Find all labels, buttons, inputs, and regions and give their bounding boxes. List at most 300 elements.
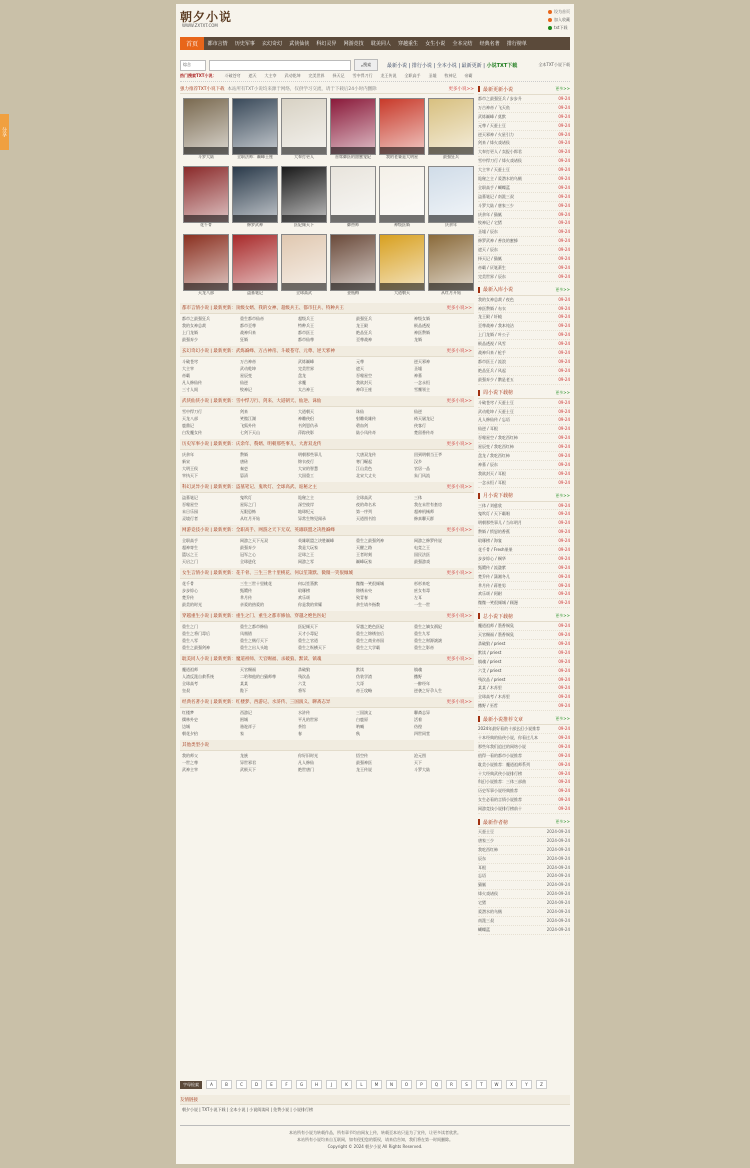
book-title[interactable]: 大奉打更人 — [294, 155, 314, 159]
list-item[interactable]: 明朝那些事儿 — [298, 452, 322, 457]
rank-item-title[interactable]: 唐家三少 — [478, 837, 494, 843]
list-item[interactable]: 最强弃少 — [240, 545, 256, 550]
alpha-key[interactable]: A — [206, 1080, 217, 1089]
hot-keyword[interactable]: 择天记 — [332, 73, 345, 78]
list-item[interactable]: 一生一世 — [414, 602, 430, 607]
list-item[interactable]: 夜的命名术 — [356, 502, 376, 507]
list-item[interactable]: 北宋大丈夫 — [356, 473, 376, 478]
list-item[interactable]: 求魔 — [298, 380, 306, 385]
list-item[interactable]: 重生之最强剑神 — [182, 645, 210, 650]
list-item[interactable]: 亲爱的热爱的 — [240, 602, 264, 607]
rank-row[interactable] — [478, 340, 570, 349]
rank-row[interactable] — [478, 113, 570, 122]
list-item[interactable]: 绝世唐门 — [298, 767, 314, 772]
nav-item[interactable]: 全本完结 — [452, 41, 473, 47]
rank-row[interactable] — [478, 416, 570, 425]
list-item[interactable]: 重生之锦绣皇后 — [356, 631, 384, 636]
list-item[interactable]: 足球之王 — [298, 552, 314, 557]
list-item[interactable]: 盘龙 — [298, 373, 306, 378]
list-item[interactable]: 大唐双龙传 — [356, 452, 376, 457]
list-item[interactable]: 龙王殿 — [356, 323, 368, 328]
rank-row[interactable] — [478, 837, 570, 846]
rank-row[interactable] — [478, 367, 570, 376]
list-item[interactable]: 呐喊 — [356, 724, 364, 729]
list-item[interactable]: 重生之贼行天下 — [240, 638, 268, 643]
rank-item-title[interactable]: 微微一笑很倾城 / 顾漫 — [478, 600, 518, 606]
list-item[interactable]: 三生三世十里桃花 — [240, 581, 272, 586]
rank-item-title[interactable]: 仙逆 / 耳根 — [478, 426, 498, 432]
section-title[interactable]: 武侠仙侠小说 | 最新更新：雪中悍刀行、剑来、大道朝天、仙逆、诛仙 — [182, 399, 322, 404]
list-item[interactable]: 倚天屠龙记 — [414, 416, 434, 421]
list-item[interactable]: 平凡的世界 — [298, 717, 318, 722]
list-item[interactable]: 天龙八部 — [182, 416, 198, 421]
list-item[interactable]: 芈月传 — [240, 595, 252, 600]
rank-item-title[interactable]: 神墓 / 辰东 — [478, 461, 498, 467]
list-item[interactable]: 重生之官道 — [298, 638, 318, 643]
rank-item-title[interactable]: 择天记 / 猫腻 — [478, 256, 502, 262]
list-item[interactable]: 完美世界 — [298, 366, 314, 371]
rank-item-title[interactable]: 凡人修仙传 / 忘语 — [478, 417, 510, 423]
book-title[interactable]: 全职法师：巅峰王座 — [237, 155, 273, 159]
rank-row[interactable] — [478, 519, 570, 528]
list-item[interactable]: 从红月开始 — [240, 516, 260, 521]
alpha-key[interactable]: E — [266, 1080, 277, 1089]
list-item[interactable]: 超神寄生 — [182, 545, 198, 550]
rank-item-title[interactable]: 芈月传 / 蒋胜男 — [478, 582, 506, 588]
list-item[interactable]: 龙王传说 — [356, 767, 372, 772]
list-item[interactable]: 超级兵王 — [298, 316, 314, 321]
more-link[interactable]: 更多小说>> — [446, 349, 472, 354]
book-card[interactable] — [281, 166, 327, 231]
more-link[interactable]: 更多小说>> — [446, 528, 472, 533]
book-title[interactable]: 全球高武 — [296, 291, 312, 295]
search-quick-link[interactable]: 最新小说 — [387, 62, 408, 69]
rank-row[interactable] — [478, 828, 570, 837]
list-item[interactable]: 帝霸 — [182, 373, 190, 378]
rank-row[interactable] — [478, 796, 570, 805]
section-title[interactable]: 耽美同人小说 | 最新更新：魔道祖师、天官赐福、杀破狼、默读、镇魂 — [182, 657, 322, 662]
alpha-key[interactable]: P — [416, 1080, 427, 1089]
list-item[interactable]: 最强神医 — [356, 760, 372, 765]
rank-item-title[interactable]: 武动乾坤 / 天蚕土豆 — [478, 408, 514, 414]
rank-row[interactable] — [478, 443, 570, 452]
list-item[interactable]: 最强弃少 — [182, 337, 198, 342]
rank-row[interactable] — [478, 725, 570, 734]
list-item[interactable]: 大道朝天 — [298, 409, 314, 414]
list-item[interactable]: 特种兵王 — [298, 323, 314, 328]
list-item[interactable]: 武动乾坤 — [240, 366, 256, 371]
nav-item[interactable]: 玄幻奇幻 — [262, 41, 283, 47]
list-item[interactable]: 凡人修仙传 — [182, 380, 202, 385]
list-item[interactable]: 大明王侯 — [182, 466, 198, 471]
rank-item-title[interactable]: 绝品狂兵 / 风起 — [478, 367, 506, 373]
list-item[interactable]: 吞噬星空 — [356, 373, 372, 378]
list-item[interactable]: 英雄联盟之决胜巅峰 — [298, 538, 334, 543]
rank-item-title[interactable]: 魔道祖师 / 墨香铜臭 — [478, 623, 514, 629]
list-item[interactable]: 重生之大学霸 — [356, 645, 380, 650]
alpha-key[interactable]: M — [371, 1080, 382, 1089]
list-item[interactable]: 三国演义 — [356, 710, 372, 715]
book-card[interactable] — [183, 166, 229, 231]
more-link[interactable]: 更多小说>> — [446, 399, 472, 404]
list-item[interactable]: 诛仙 — [356, 409, 364, 414]
list-item[interactable]: 都市医王 — [298, 330, 314, 335]
rank-row[interactable] — [478, 770, 570, 779]
list-item[interactable]: 家 — [240, 731, 244, 736]
book-title[interactable]: 神级医婿 — [394, 223, 410, 227]
list-item[interactable]: 楚乔传 — [182, 595, 194, 600]
rank-row[interactable] — [478, 479, 570, 488]
list-item[interactable]: 盗墓笔记 — [182, 495, 198, 500]
list-item[interactable]: 天道图书馆 — [356, 516, 376, 521]
rank-row[interactable] — [478, 582, 570, 591]
book-title[interactable]: 天龙八部 — [198, 291, 214, 295]
rank-row[interactable] — [478, 752, 570, 761]
rank-item-title[interactable]: 甄嬛传 / 流潋紫 — [478, 564, 506, 570]
hot-keyword[interactable]: 圣墟 — [428, 73, 437, 78]
hot-keyword[interactable]: 帝霸 — [464, 73, 473, 78]
list-item[interactable]: 某某 — [240, 681, 248, 686]
rank-row[interactable] — [478, 255, 570, 264]
list-item[interactable]: 龙族 — [240, 753, 248, 758]
list-item[interactable]: 篡清 — [240, 473, 248, 478]
book-cover[interactable] — [183, 234, 229, 291]
list-item[interactable]: 陛下 — [240, 688, 248, 693]
rank-item-title[interactable]: 诡秘之主 / 爱潜水的乌贼 — [478, 176, 522, 182]
rank-item-title[interactable]: 默读 / priest — [478, 649, 502, 655]
list-item[interactable]: 茶馆 — [298, 724, 306, 729]
section-title[interactable]: 经典名著小说 | 最新更新：红楼梦、西游记、水浒传、三国演义、聊斋志异 — [182, 700, 331, 705]
rank-item-title[interactable]: 至尊战神 / 我本纯洁 — [478, 323, 514, 329]
list-item[interactable]: 杀破狼 — [298, 667, 310, 672]
list-item[interactable]: 秦吏 — [240, 466, 248, 471]
list-item[interactable]: 牧神记 — [240, 387, 252, 392]
rank-row[interactable] — [478, 667, 570, 676]
rank-item-title[interactable]: 赘婿 / 愤怒的香蕉 — [478, 529, 510, 535]
list-item[interactable]: 庆余年 — [182, 452, 194, 457]
list-item[interactable]: 大国重工 — [298, 473, 314, 478]
list-item[interactable]: 武炼巅峰 — [298, 359, 314, 364]
list-item[interactable]: 国民法医 — [414, 552, 430, 557]
list-item[interactable]: 新宋 — [182, 459, 190, 464]
rank-item-title[interactable]: 耳根 — [478, 864, 486, 870]
list-item[interactable]: 重生九零 — [414, 631, 430, 636]
list-item[interactable]: 陆小凤传奇 — [356, 430, 376, 435]
book-cover[interactable] — [232, 166, 278, 223]
rank-row[interactable] — [478, 640, 570, 649]
rank-item-title[interactable]: 杀破狼 / priest — [478, 640, 506, 646]
rank-row[interactable] — [478, 166, 570, 175]
list-item[interactable]: 重生之出人头地 — [240, 645, 268, 650]
rank-item-title[interactable]: 雪中悍刀行 / 烽火戏诸侯 — [478, 158, 522, 164]
list-item[interactable]: 七剑下天山 — [240, 430, 260, 435]
list-item[interactable]: 皇叔 — [182, 688, 190, 693]
more-link[interactable]: 更多>> — [555, 716, 570, 722]
list-item[interactable]: 网游之天下无双 — [240, 538, 268, 543]
toplink-0[interactable] — [548, 8, 570, 16]
list-item[interactable]: 宰执天下 — [182, 473, 198, 478]
list-item[interactable]: 大主宰 — [182, 366, 194, 371]
list-item[interactable]: 神墓 — [414, 373, 422, 378]
rank-row[interactable] — [478, 193, 570, 202]
hot-keyword[interactable]: 遮天 — [248, 73, 257, 78]
list-item[interactable]: 重生八零 — [182, 638, 198, 643]
list-item[interactable]: 致青春 — [356, 595, 368, 600]
rank-row[interactable] — [478, 408, 570, 417]
list-item[interactable]: 神印王座 — [356, 387, 372, 392]
list-item[interactable]: 仙逆 — [414, 409, 422, 414]
book-cover[interactable] — [379, 166, 425, 223]
rank-row[interactable] — [478, 590, 570, 599]
list-item[interactable]: 神雕侠侣 — [298, 416, 314, 421]
rank-row[interactable] — [478, 649, 570, 658]
nav-item[interactable]: 网游竞技 — [343, 41, 364, 47]
list-item[interactable]: 冠军之心 — [240, 552, 256, 557]
rank-item-title[interactable]: 遮天 / 辰东 — [478, 247, 498, 253]
rank-row[interactable] — [478, 855, 570, 864]
rank-item-title[interactable]: 南派三叔 — [478, 917, 494, 923]
list-item[interactable]: 回到明朝当王爷 — [414, 452, 442, 457]
book-title[interactable]: 花千骨 — [200, 223, 212, 227]
list-item[interactable]: 寒门崛起 — [356, 459, 372, 464]
book-cover[interactable] — [428, 166, 474, 223]
list-item[interactable]: 四世同堂 — [414, 731, 430, 736]
list-item[interactable]: 侠客行 — [414, 423, 426, 428]
nav-item[interactable]: 排行榜单 — [506, 41, 527, 47]
rank-row[interactable] — [478, 122, 570, 131]
alpha-key[interactable]: F — [281, 1080, 292, 1089]
rank-row[interactable] — [478, 322, 570, 331]
rank-item-title[interactable]: 烽火戏诸侯 — [478, 891, 498, 897]
list-item[interactable]: 一念永恒 — [414, 380, 430, 385]
rank-row[interactable] — [478, 899, 570, 908]
rank-item-title[interactable]: 花千骨 / Fresh果果 — [478, 546, 513, 552]
list-item[interactable]: 楚留香传奇 — [414, 430, 434, 435]
alpha-key[interactable]: Z — [536, 1080, 547, 1089]
toplink-label[interactable]: 加入收藏 — [554, 17, 570, 22]
list-item[interactable]: 末日乐园 — [182, 509, 198, 514]
book-card[interactable] — [428, 234, 474, 299]
rank-item-title[interactable]: 天官赐福 / 墨香铜臭 — [478, 632, 514, 638]
more-link[interactable]: 更多小说>> — [446, 657, 472, 662]
more-link[interactable]: 更多小说>> — [446, 614, 472, 619]
section-title[interactable]: 穿越重生小说 | 最新更新：重生之门、重生之都市修仙、穿越之绝色医妃 — [182, 614, 326, 619]
rank-row[interactable] — [478, 434, 570, 443]
book-title[interactable]: 大道朝天 — [394, 291, 410, 295]
rank-item-title[interactable]: 最强弃少 / 鹅是老五 — [478, 376, 514, 382]
list-item[interactable]: 春 — [298, 731, 302, 736]
rank-item-title[interactable]: 猫腻 — [478, 882, 486, 888]
rank-item-title[interactable]: 庆余年 / 猫腻 — [478, 211, 502, 217]
section-title[interactable]: 都市言情小说 | 最新更新：顶级女婿、我的女神、超级兵王、都市狂兵、特种兵王 — [182, 306, 344, 311]
rank-item-title[interactable]: 盗墓笔记 / 南派三叔 — [478, 193, 514, 199]
toplink-1[interactable] — [548, 16, 570, 24]
alpha-key[interactable]: W — [491, 1080, 502, 1089]
rank-row[interactable] — [478, 376, 570, 385]
list-item[interactable]: 残次品 — [298, 674, 310, 679]
rank-row[interactable] — [478, 452, 570, 461]
list-item[interactable]: 异世邪君 — [240, 760, 256, 765]
rank-row[interactable] — [478, 131, 570, 140]
more-link[interactable]: 更多小说>> — [446, 571, 472, 576]
book-card[interactable] — [183, 98, 229, 163]
share-float-tab[interactable]: 分享 — [0, 114, 9, 150]
list-item[interactable]: 聊斋志异 — [414, 710, 430, 715]
list-item[interactable]: 将军 — [298, 688, 306, 693]
more-link[interactable]: 更多>> — [555, 613, 570, 619]
rank-row[interactable] — [478, 787, 570, 796]
book-title[interactable]: 从红月开始 — [441, 291, 461, 295]
list-item[interactable]: 重生之将门毒后 — [182, 631, 210, 636]
list-item[interactable]: 修真聊天群 — [414, 516, 434, 521]
rank-item-title[interactable]: 十大经典武侠小说排行榜 — [478, 770, 522, 776]
list-item[interactable]: 赘婿 — [240, 452, 248, 457]
list-item[interactable]: 白发魔女传 — [182, 430, 202, 435]
rank-row[interactable] — [478, 926, 570, 935]
hot-keyword[interactable]: 武动乾坤 — [284, 73, 301, 78]
nav-item[interactable]: 历史军事 — [234, 41, 255, 47]
list-item[interactable]: 狂婿 — [240, 337, 248, 342]
section-title[interactable]: 女生言情小说 | 最新更新：花千骨、三生三世十里桃花、何以笙箫默、微微一笑很倾城 — [182, 571, 353, 576]
hot-keyword[interactable]: 大主宰 — [264, 73, 277, 78]
rank-item-title[interactable]: 步步惊心 / 桐华 — [478, 555, 506, 561]
list-item[interactable]: 骆驼祥子 — [240, 724, 256, 729]
book-card[interactable] — [232, 98, 278, 163]
list-item[interactable]: 武极天下 — [240, 767, 256, 772]
list-item[interactable]: 活着 — [414, 717, 422, 722]
list-item[interactable]: 最美的时光 — [182, 602, 202, 607]
rank-item-title[interactable]: 我欲封天 / 耳根 — [478, 470, 506, 476]
list-item[interactable]: 一醉经年 — [414, 681, 430, 686]
book-cover[interactable] — [428, 234, 474, 291]
alpha-key[interactable]: N — [386, 1080, 397, 1089]
list-item[interactable]: 重生之商业帝国 — [356, 638, 384, 643]
list-item[interactable]: 深空彼岸 — [298, 502, 314, 507]
toplink-2[interactable] — [548, 24, 570, 32]
list-item[interactable]: 巅峰玩家 — [356, 559, 372, 564]
rank-item-title[interactable]: 女生必看的言情小说推荐 — [478, 797, 522, 803]
rank-row[interactable] — [478, 573, 570, 582]
rank-item-title[interactable]: 斗罗大陆 / 唐家三少 — [478, 202, 514, 208]
list-item[interactable]: 沧元图 — [414, 753, 426, 758]
list-item[interactable]: 都市之最强狂兵 — [182, 316, 210, 321]
rank-row[interactable] — [478, 228, 570, 237]
list-item[interactable]: 战神归来 — [240, 330, 256, 335]
list-item[interactable]: 锦绣未央 — [356, 588, 372, 593]
rank-row[interactable] — [478, 734, 570, 743]
rank-row[interactable] — [478, 693, 570, 702]
rank-item-title[interactable]: 武炼巅峰 / 莫默 — [478, 113, 506, 119]
alpha-key[interactable]: O — [401, 1080, 412, 1089]
rank-row[interactable] — [478, 537, 570, 546]
site-logo[interactable]: 朝夕小说 — [180, 10, 233, 24]
list-item[interactable]: 全球进化 — [240, 559, 256, 564]
book-cover[interactable] — [232, 234, 278, 291]
list-item[interactable]: 默读 — [356, 667, 364, 672]
book-card[interactable] — [232, 234, 278, 299]
list-item[interactable]: 重生之嫡女祸妃 — [414, 624, 442, 629]
search-type-select[interactable]: 综合 — [180, 60, 206, 71]
more-link[interactable]: 更多小说>> — [446, 306, 472, 311]
list-item[interactable]: 我在末世有套房 — [414, 502, 442, 507]
rank-item-title[interactable]: 一念永恒 / 耳根 — [478, 479, 506, 485]
list-item[interactable]: 余生请多指教 — [356, 602, 380, 607]
book-title[interactable]: 最强狂兵 — [443, 155, 459, 159]
hot-keyword[interactable]: 雪中悍刀行 — [352, 73, 373, 78]
book-card[interactable] — [183, 234, 229, 299]
rank-item-title[interactable]: 六爻 / priest — [478, 667, 502, 673]
rank-item-title[interactable]: 神医赘婿 / 布衣 — [478, 305, 506, 311]
list-item[interactable]: 唐砖 — [240, 459, 248, 464]
list-item[interactable]: 我欲封天 — [356, 380, 372, 385]
book-cover[interactable] — [379, 234, 425, 291]
rank-row[interactable] — [478, 872, 570, 881]
list-item[interactable]: 三寸人间 — [182, 387, 198, 392]
rank-item-title[interactable]: 那些年我们追过的网络小说 — [478, 743, 526, 749]
list-item[interactable]: 诡秘之主 — [298, 495, 314, 500]
list-item[interactable]: 重生之门 — [182, 624, 198, 629]
list-item[interactable]: 西游记 — [240, 710, 252, 715]
hot-keyword[interactable]: 完美世界 — [308, 73, 325, 78]
book-title[interactable]: 御兽师 — [347, 223, 359, 227]
book-card[interactable] — [232, 166, 278, 231]
book-title[interactable]: 斗罗大陆 — [198, 155, 214, 159]
rank-item-title[interactable]: 我吃西红柿 — [478, 846, 498, 852]
list-item[interactable]: 悟空传 — [356, 753, 368, 758]
nav-item[interactable]: 武侠仙侠 — [289, 41, 310, 47]
rank-row[interactable] — [478, 864, 570, 873]
rank-row[interactable] — [478, 331, 570, 340]
list-item[interactable]: 重生都市仙帝 — [240, 316, 264, 321]
rank-item-title[interactable]: 网游竞技小说排行榜前十 — [478, 806, 522, 812]
list-item[interactable]: 最强狂兵 — [356, 316, 372, 321]
list-item[interactable]: 花千骨 — [182, 581, 194, 586]
alpha-key[interactable]: B — [221, 1080, 232, 1089]
list-item[interactable]: 江山美色 — [356, 466, 372, 471]
rank-row[interactable] — [478, 702, 570, 711]
hot-keyword[interactable]: 牧神记 — [444, 73, 457, 78]
rank-row[interactable] — [478, 470, 570, 479]
rank-item-title[interactable]: 逆天邪神 / 火星引力 — [478, 131, 514, 137]
search-quick-link[interactable]: 排行小说 — [411, 62, 432, 69]
rank-row[interactable] — [478, 237, 570, 246]
alpha-key[interactable]: L — [356, 1080, 367, 1089]
list-item[interactable]: 三体 — [414, 495, 422, 500]
rank-item-title[interactable]: 大主宰 / 天蚕土豆 — [478, 167, 510, 173]
rank-row[interactable] — [478, 246, 570, 255]
list-item[interactable]: 龙婿 — [414, 337, 422, 342]
list-item[interactable]: 穿越之绝色医妃 — [356, 624, 384, 629]
rank-item-title[interactable]: 耽美小说推荐：魔道祖师系列 — [478, 761, 530, 767]
list-item[interactable]: 星辰变 — [240, 373, 252, 378]
book-card[interactable] — [379, 98, 425, 163]
list-item[interactable]: 官居一品 — [414, 466, 430, 471]
list-item[interactable]: 儒林外史 — [182, 717, 198, 722]
book-card[interactable] — [281, 234, 327, 299]
list-item[interactable]: 重生之财源滚滚 — [414, 638, 442, 643]
rank-row[interactable] — [478, 273, 570, 282]
rank-row[interactable] — [478, 184, 570, 193]
list-item[interactable]: 天官赐福 — [240, 667, 256, 672]
list-item[interactable]: 我的师父 — [182, 753, 198, 758]
book-cover[interactable] — [379, 98, 425, 155]
list-item[interactable]: 凡人修仙 — [298, 760, 314, 765]
list-item[interactable]: 何以笙箫默 — [298, 581, 318, 586]
more-link[interactable]: 更多小说>> — [446, 442, 472, 447]
book-title[interactable]: 医妃倾天下 — [294, 223, 314, 227]
book-cover[interactable] — [183, 166, 229, 223]
nav-home[interactable]: 首页 — [180, 37, 204, 50]
